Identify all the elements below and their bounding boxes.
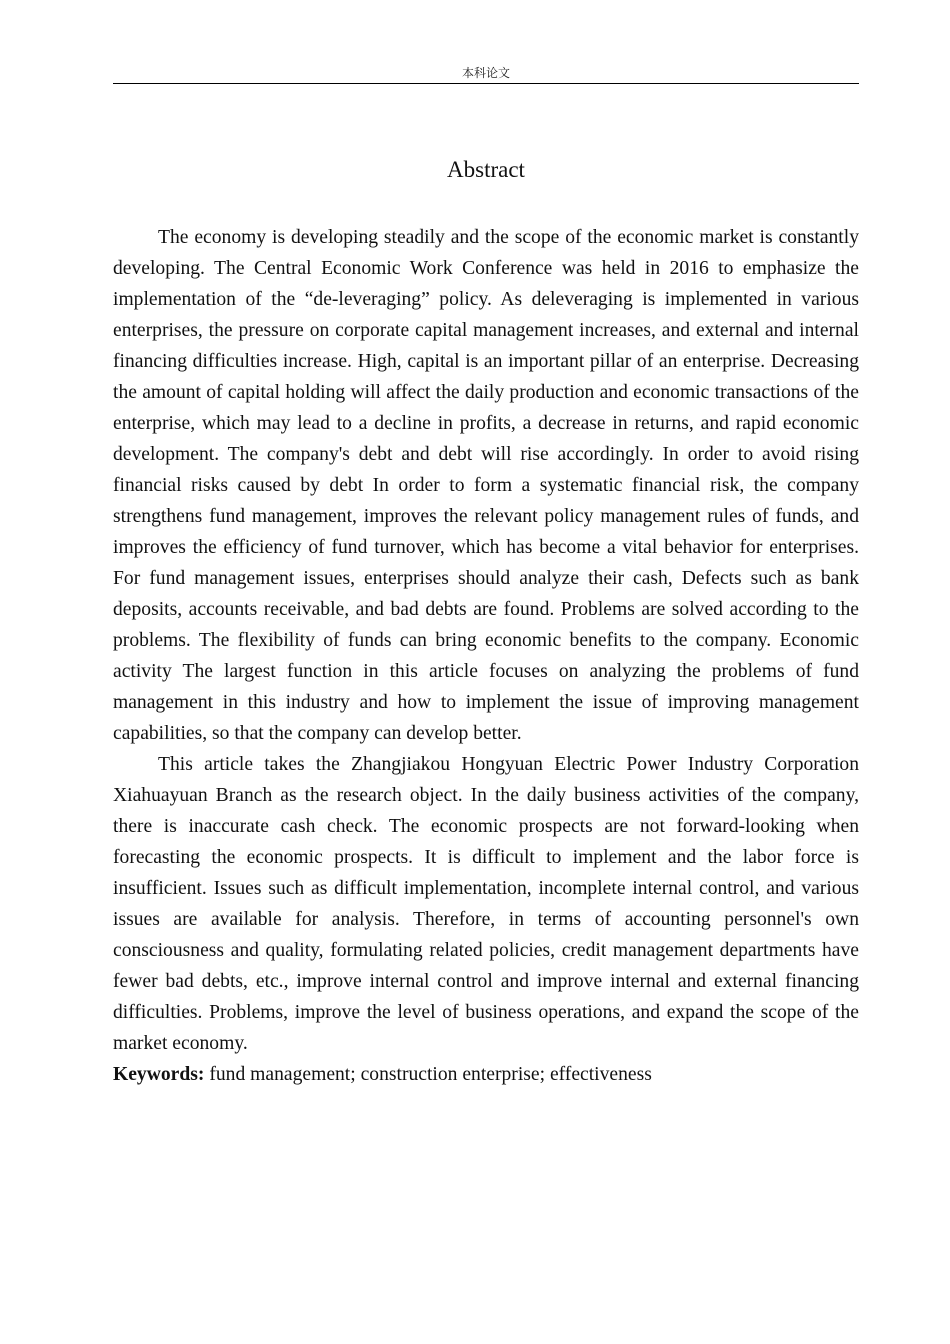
abstract-body xyxy=(113,222,859,1090)
keywords-text: fund management; construction enterprise; effectiveness xyxy=(204,1064,652,1085)
abstract-paragraph-1: The economy is developing steadily and the scope of the economic market is constantly developing. The Central Economic Work Conference was held in 2016 to emphasize the implementation of the “de-leveraging” policy. As deleveraging is implemented in various enterprises, the pressure on corporate capital management increases, and external and internal financing difficulties increase. High, capital is an important pillar of an enterprise. Decreasing the amount of capital holding will affect the daily production and economic transactions of the enterprise, which may lead to a decline in profits, a decrease in returns, and rapid economic development. The company's debt and debt will rise accordingly. In order to avoid rising financial risks caused by debt In order to form a systematic financial risk, the company strengthens fund management, improves the relevant policy management rules of funds, and improves the efficiency of fund turnover, which has become a vital behavior for enterprises. For fund management issues, enterprises should analyze their cash, Defects such as bank deposits, accounts receivable, and bad debts are found. Problems are solved according to the problems. The flexibility of funds can bring economic benefits to the company. Economic activity The largest function in this article focuses on analyzing the problems of fund management in this industry and how to implement the issue of improving management capabilities, so that the company can develop better. xyxy=(113,227,859,744)
abstract-title: Abstract xyxy=(447,157,525,182)
keywords-label: Keywords: xyxy=(113,1064,205,1085)
header-divider xyxy=(113,83,859,84)
abstract-paragraph-2: This article takes the Zhangjiakou Hongyuan Electric Power Industry Corporation Xiahuayuan Branch as the research object. In the daily business activities of the company, there is inaccurate cash check. The economic prospects are not forward-looking when forecasting the economic prospects. It is difficult to implement and the labor force is insufficient. Issues such as difficult implementation, incomplete internal control, and various issues are available for analysis. Therefore, in terms of accounting personnel's own consciousness and quality, formulating related policies, credit management departments have fewer bad debts, etc., improve internal control and improve internal and external financing difficulties. Problems, improve the level of business operations, and expand the scope of the market economy. xyxy=(113,754,859,1054)
running-header: 本科论文 xyxy=(461,66,510,80)
keywords-line xyxy=(113,1059,859,1090)
